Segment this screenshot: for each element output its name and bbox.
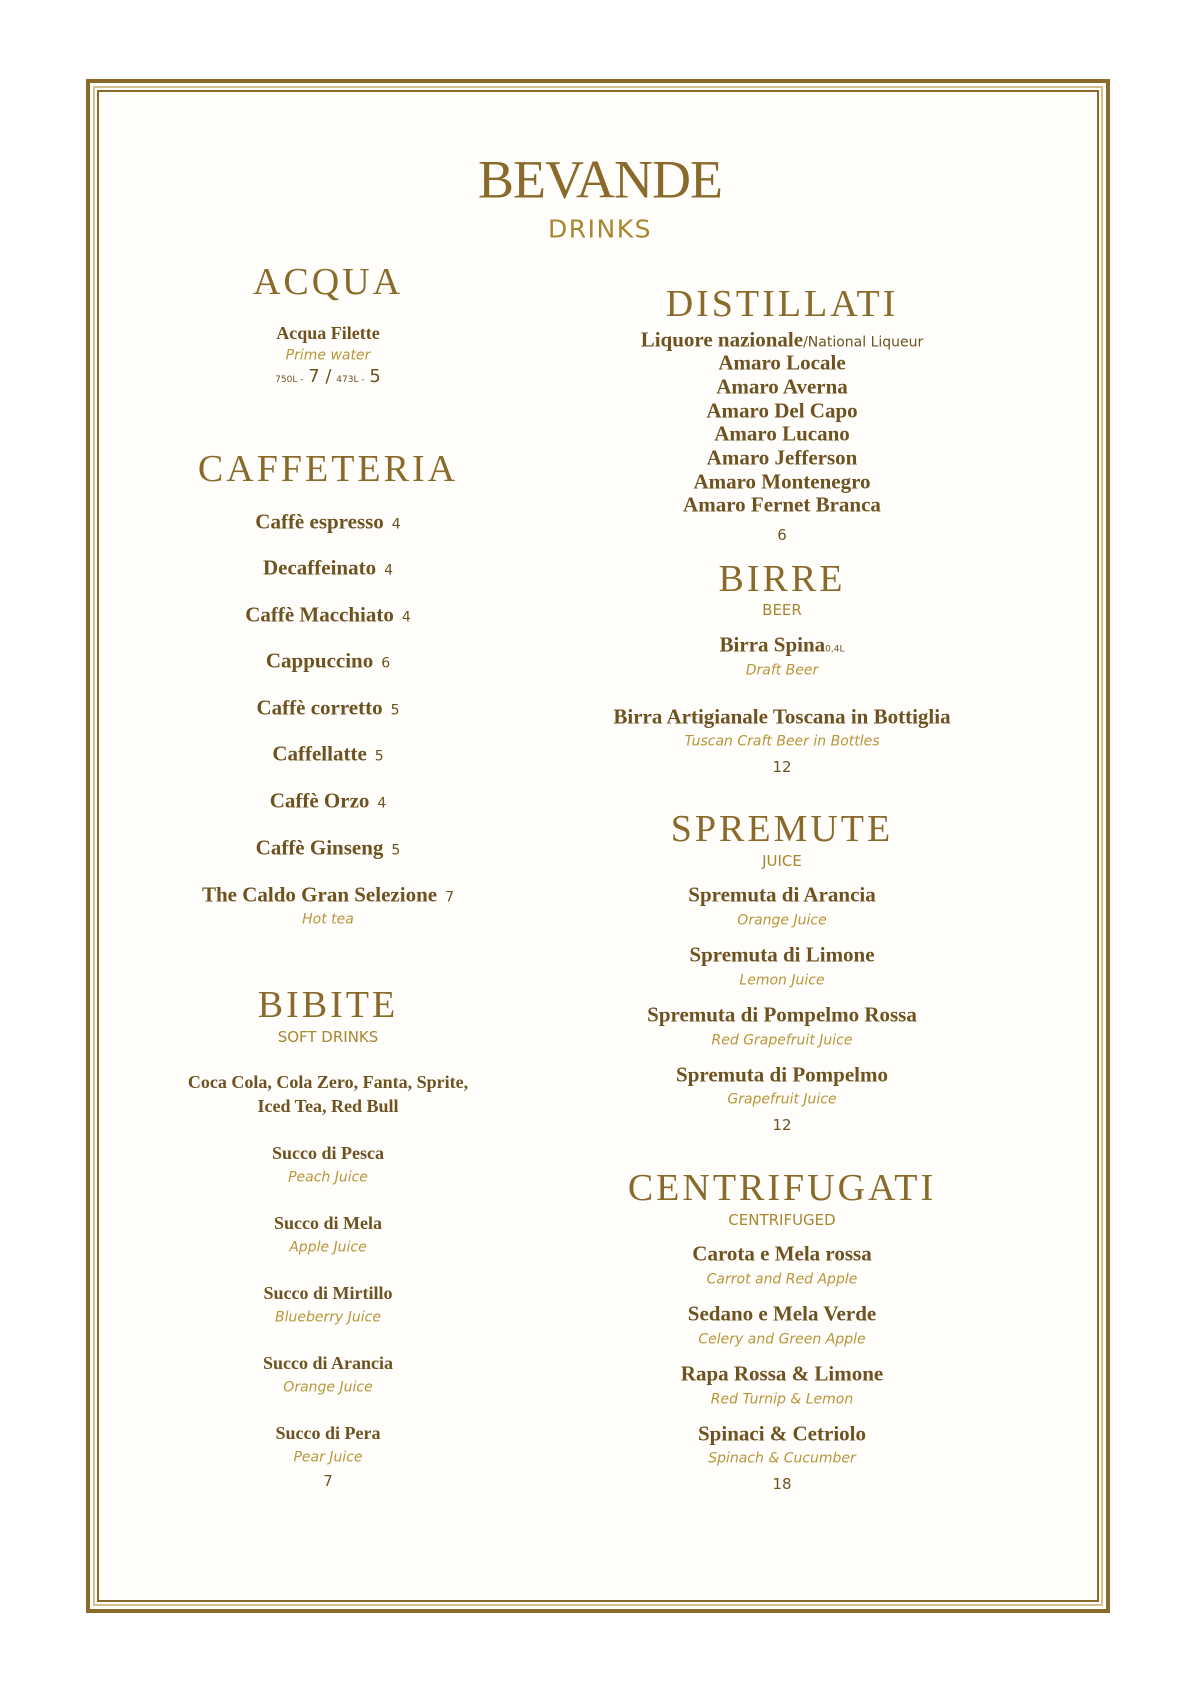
list-item: Amaro Lucano bbox=[714, 421, 850, 446]
section-heading-birre: BIRRE bbox=[718, 558, 846, 601]
item-price: 5 bbox=[391, 842, 401, 859]
item-price: 4 bbox=[384, 562, 394, 579]
item-translation: Hot tea bbox=[302, 911, 354, 928]
section-heading-caffeteria: CAFFETERIA bbox=[197, 448, 459, 491]
size-label: 473L - bbox=[336, 375, 365, 386]
item-name: Cappuccino bbox=[265, 648, 374, 673]
section-subheading: SOFT DRINKS bbox=[277, 1027, 379, 1046]
item-name: Caffè Macchiato bbox=[245, 602, 394, 627]
item-translation: Pear Juice bbox=[293, 1449, 363, 1466]
list-item bbox=[128, 556, 528, 579]
list-item bbox=[128, 742, 528, 765]
item-name: Sedano e Mela Verde bbox=[687, 1301, 877, 1326]
item-name: Carota e Mela rossa bbox=[692, 1241, 872, 1266]
list-item: Amaro Fernet Branca bbox=[683, 492, 881, 517]
item-price bbox=[128, 367, 528, 387]
item-name: Succo di Pera bbox=[275, 1423, 381, 1444]
list-item bbox=[128, 696, 528, 719]
item-name: Succo di Arancia bbox=[262, 1353, 393, 1374]
item-name: Decaffeinato bbox=[262, 555, 377, 580]
item-translation: Blueberry Juice bbox=[275, 1309, 381, 1326]
size-label: 750L - bbox=[275, 375, 304, 386]
item-name: Acqua Filette bbox=[276, 323, 380, 344]
price: 7 / bbox=[308, 366, 332, 388]
section-heading-centrifugati: CENTRIFUGATI bbox=[627, 1167, 937, 1210]
item-price: 12 bbox=[772, 757, 792, 776]
item-name: Spinaci & Cetriolo bbox=[698, 1421, 866, 1446]
item-price: 7 bbox=[445, 889, 454, 906]
item-name: Caffè corretto bbox=[256, 695, 383, 720]
list-item: Amaro Jefferson bbox=[706, 445, 858, 470]
item-translation: Spinach & Cucumber bbox=[708, 1450, 856, 1467]
section-heading-spremute: SPREMUTE bbox=[670, 808, 894, 851]
list-item: Amaro Montenegro bbox=[693, 469, 871, 494]
item-name: Rapa Rossa & Limone bbox=[680, 1361, 884, 1386]
item-translation: Draft Beer bbox=[745, 662, 819, 679]
item-name: Spremuta di Pompelmo Rossa bbox=[647, 1002, 917, 1027]
item-name: Birra Artigianale Toscana in Bottiglia bbox=[613, 704, 951, 729]
item-price: 12 bbox=[772, 1115, 792, 1134]
list-item bbox=[572, 328, 992, 351]
item-translation: Grapefruit Juice bbox=[727, 1091, 837, 1108]
section-subheading: BEER bbox=[762, 600, 802, 619]
item-name: Succo di Pesca bbox=[272, 1143, 384, 1164]
item-name: Caffè Orzo bbox=[269, 788, 370, 813]
item-translation: /National Liqueur bbox=[803, 334, 924, 351]
item-name: Liquore nazionale bbox=[640, 327, 804, 352]
item-name: The Caldo Gran Selezione bbox=[201, 882, 438, 907]
left-column bbox=[128, 0, 528, 1691]
item-translation: Orange Juice bbox=[283, 1379, 373, 1396]
item-price: 5 bbox=[390, 702, 400, 719]
list-item bbox=[128, 836, 528, 859]
list-item bbox=[128, 649, 528, 672]
item-name: Caffellatte bbox=[272, 741, 367, 766]
item-translation: Prime water bbox=[285, 347, 371, 364]
item-translation: Tuscan Craft Beer in Bottles bbox=[684, 733, 880, 750]
page-subtitle: DRINKS bbox=[548, 214, 652, 244]
list-item: Amaro Del Capo bbox=[706, 398, 858, 423]
item-name: Iced Tea, Red Bull bbox=[257, 1096, 399, 1117]
price: 5 bbox=[369, 366, 381, 388]
item-price: 5 bbox=[374, 748, 384, 765]
list-item bbox=[128, 603, 528, 626]
item-translation: Red Turnip & Lemon bbox=[710, 1391, 854, 1408]
page-title: BEVANDE bbox=[477, 149, 722, 210]
item-name: Caffè espresso bbox=[255, 509, 384, 534]
section-subheading: JUICE bbox=[762, 851, 802, 870]
list-item bbox=[128, 510, 528, 533]
item-translation: Peach Juice bbox=[288, 1169, 368, 1186]
item-price: 7 bbox=[323, 1471, 333, 1490]
item-price: 4 bbox=[391, 516, 401, 533]
item-price: 6 bbox=[777, 525, 787, 544]
list-item bbox=[572, 633, 992, 656]
list-item: Amaro Averna bbox=[716, 374, 848, 399]
section-heading-acqua: ACQUA bbox=[252, 261, 404, 304]
section-heading-bibite: BIBITE bbox=[257, 984, 399, 1027]
item-name: Birra Spina bbox=[719, 632, 826, 657]
item-name: Spremuta di Pompelmo bbox=[676, 1062, 888, 1087]
section-heading-distillati: DISTILLATI bbox=[665, 283, 899, 326]
item-price: 4 bbox=[377, 795, 387, 812]
item-translation: Celery and Green Apple bbox=[698, 1331, 866, 1348]
right-column bbox=[572, 0, 992, 1691]
item-price: 4 bbox=[401, 609, 411, 626]
item-name: Spremuta di Limone bbox=[689, 942, 875, 967]
item-translation: Red Grapefruit Juice bbox=[711, 1032, 853, 1049]
item-translation: Carrot and Red Apple bbox=[706, 1271, 858, 1288]
item-name: Succo di Mirtillo bbox=[263, 1283, 393, 1304]
item-translation: Orange Juice bbox=[737, 912, 827, 929]
section-subheading: CENTRIFUGED bbox=[728, 1210, 836, 1229]
item-translation: Lemon Juice bbox=[739, 972, 825, 989]
item-name: Succo di Mela bbox=[274, 1213, 382, 1234]
item-price: 6 bbox=[381, 655, 391, 672]
list-item: Amaro Locale bbox=[718, 350, 846, 375]
item-size: 0,4L bbox=[825, 644, 845, 655]
item-name: Coca Cola, Cola Zero, Fanta, Sprite, bbox=[187, 1072, 469, 1093]
item-name: Spremuta di Arancia bbox=[688, 882, 876, 907]
item-price: 18 bbox=[772, 1474, 792, 1493]
list-item bbox=[128, 883, 528, 906]
list-item bbox=[128, 789, 528, 812]
item-name: Caffè Ginseng bbox=[255, 835, 384, 860]
item-translation: Apple Juice bbox=[289, 1239, 367, 1256]
